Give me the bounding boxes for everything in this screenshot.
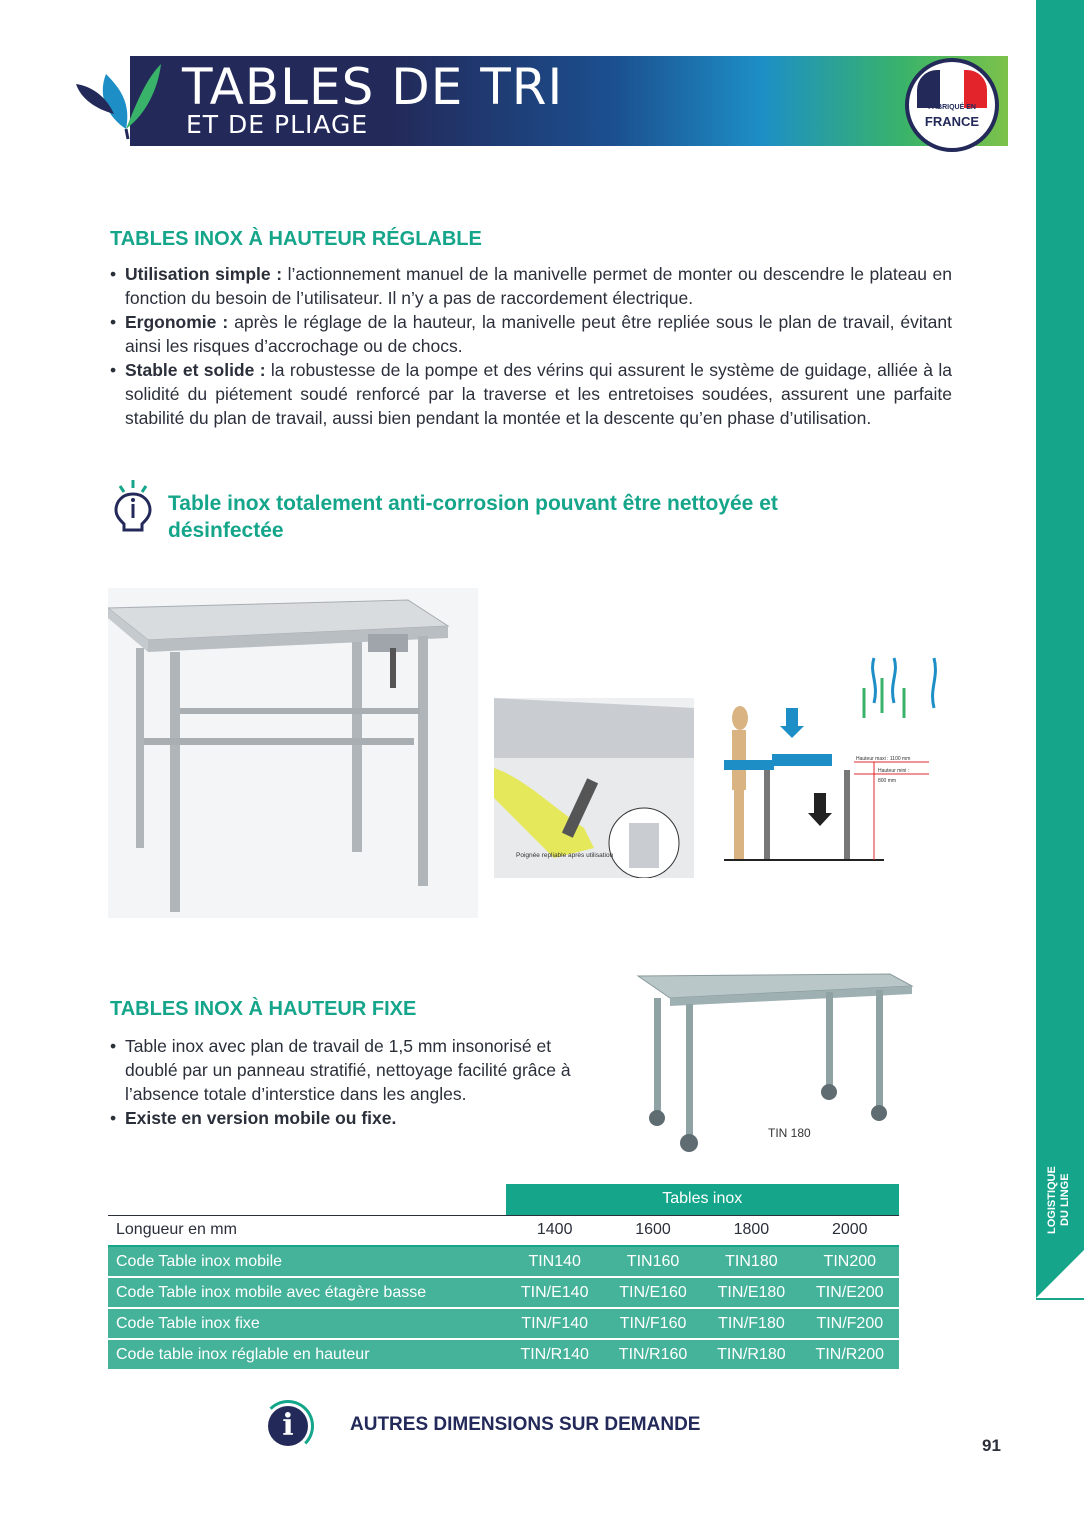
diagram-min-label: Hauteur mini : bbox=[878, 768, 910, 774]
diagram-min-value: 800 mm bbox=[878, 778, 897, 784]
section-title-fixed: TABLES INOX À HAUTEUR FIXE bbox=[110, 998, 417, 1020]
product-code-table bbox=[108, 1184, 899, 1371]
bullet-item: • Utilisation simple : l’actionnement manuel de la manivelle permet de monter ou descendre le plateau en fonction du besoin de l’utilisateur. Il n’y a pas de raccordement électrique. bbox=[110, 264, 952, 308]
side-tab bbox=[1036, 0, 1084, 1300]
french-flag-icon bbox=[917, 70, 987, 108]
info-icon: i bbox=[268, 1406, 308, 1446]
table-row: Code Table inox mobile avec étagère basse TIN/E140 TIN/E160 TIN/E180 TIN/E200 bbox=[108, 1277, 899, 1308]
page-subtitle: ET DE PLIAGE bbox=[186, 110, 369, 139]
lightbulb-icon bbox=[108, 478, 158, 534]
table-row: Code Table inox mobile TIN140 TIN160 TIN180 TIN200 bbox=[108, 1246, 899, 1277]
section-title-adjustable: TABLES INOX À HAUTEUR RÉGLABLE bbox=[110, 228, 482, 250]
ergonomic-height-diagram bbox=[704, 648, 954, 878]
badge-big-text: FRANCE bbox=[924, 114, 980, 129]
crank-handle-photo bbox=[494, 698, 694, 878]
bullet-item: • Table inox avec plan de travail de 1,5 mm insonorisé et doublé par un panneau stratifié, nettoyage facilité grâce à l’absence totale d’interstice dans les angles. bbox=[110, 1036, 571, 1104]
bullet-item: • Existe en version mobile ou fixe. bbox=[110, 1108, 397, 1128]
diagram-max-label: Hauteur maxi : 1100 mm bbox=[856, 756, 911, 762]
bullet-item: • Stable et solide : la robustesse de la pompe et des vérins qui assurent le système de guidage, alliée à la solidité du piétement soudé renforcé par la traverse et les entretoises soudées, assurent une parfaite stabilité du plan de travail, aussi bien pendant la montée et la descente qu’en phase d’utilisation. bbox=[110, 360, 952, 428]
table-row: Code Table inox fixe TIN/F140 TIN/F160 TIN/F180 TIN/F200 bbox=[108, 1308, 899, 1339]
mobile-table-caption: TIN 180 bbox=[768, 1126, 811, 1140]
page-number: 91 bbox=[982, 1436, 1001, 1455]
leaf-logo-icon bbox=[66, 44, 166, 144]
header-banner bbox=[130, 56, 1008, 146]
crank-photo-caption: Poignée repliable après utilisation bbox=[516, 852, 614, 859]
table-row: Longueur en mm 1400 1600 1800 2000 bbox=[108, 1215, 899, 1246]
adjustable-table-photo bbox=[108, 588, 478, 918]
badge-small-text: FABRIQUÉ EN bbox=[928, 104, 976, 111]
info-text: AUTRES DIMENSIONS SUR DEMANDE bbox=[350, 1414, 701, 1435]
bullet-item: • Ergonomie : après le réglage de la hauteur, la manivelle peut être repliée sous le plan de travail, évitant ainsi les risques d’accrochage ou de chocs. bbox=[110, 312, 952, 356]
tip-text: Table inox totalement anti-corrosion pouvant être nettoyée et désinfectée bbox=[168, 492, 778, 542]
side-tab-label: LOGISTIQUE DU LINGE bbox=[1046, 1166, 1071, 1234]
table-group-header: Tables inox bbox=[506, 1184, 900, 1215]
page-title: TABLES DE TRI bbox=[182, 58, 564, 116]
made-in-france-badge bbox=[905, 58, 999, 152]
adjustable-bullets bbox=[110, 262, 952, 430]
table-row: Code table inox réglable en hauteur TIN/R140 TIN/R160 TIN/R180 TIN/R200 bbox=[108, 1339, 899, 1370]
table-header-row bbox=[108, 1184, 899, 1215]
fixed-bullets bbox=[110, 1034, 605, 1130]
